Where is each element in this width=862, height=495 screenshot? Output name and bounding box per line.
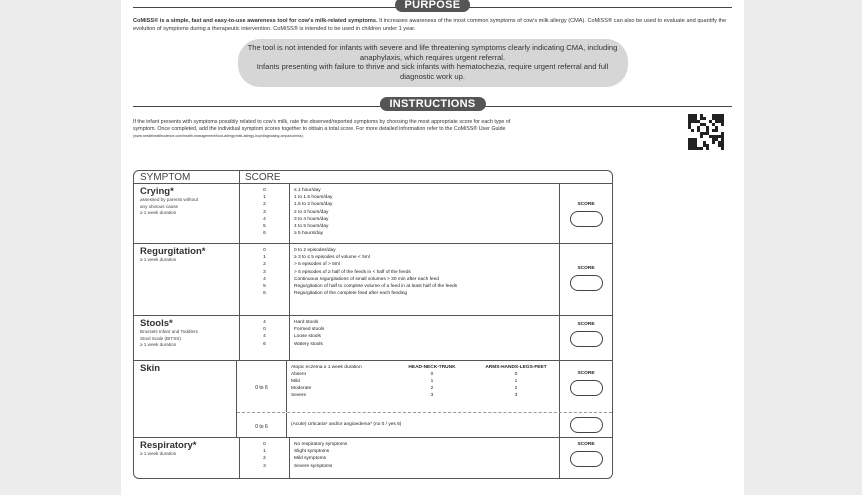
intro-rest: It increases awareness of the most common symptoms of cow's milk allergy (CMA). CoMiSS® can also be used to evaluate and quantify the evolution of symptoms during a therapeutic intervention. CoMiSS® is intended to be used in children under 1 year. (133, 18, 727, 32)
qr-code-icon (688, 114, 724, 150)
respiratory-descs: No respiratory symptoms Slight symptoms Mild symptoms Severe symptoms (290, 438, 560, 478)
stools-name: Stools* (140, 318, 173, 329)
purpose-heading: PURPOSE (395, 0, 471, 12)
skin-range-2: 0 to 6 (255, 423, 268, 430)
regurgitation-score-input[interactable] (570, 275, 603, 291)
warning-box (238, 39, 628, 86)
warning-line-2: Infants presenting with failure to thrive and sick infants with hematochezia, require urgent referral and full diagnostic work up. (256, 62, 609, 81)
instructions-text: If the infant presents with symptoms possibly related to cow's milk, rate the observed/reported symptoms by choosing the most appropriate score for each type of symptom. Once completed, add the individual symptom scores together to obtain a total score. For more detailed information refer to the CoMiSS® User Guide (www.nestlehealthscience.com/health-management/food-allergy/milk-allergy-hcp/diagnosing-cmpa/comiss). (133, 118, 511, 139)
instructions-row (133, 119, 732, 157)
instructions-header (121, 99, 744, 115)
respiratory-row: Respiratory* ≥ 1 week duration 0 1 2 3 No respiratory symptoms Slight symptoms Mild symptoms Severe symptoms SCORE (134, 438, 612, 478)
regurgitation-descs: 0 to 2 episodes/day ≥ 3 to ≤ 5 episodes of volume < 5ml > 5 episodes of > 5ml > 5 episodes of ≥ half of the feeds in < half of the feeds Continuous regurgitations of small volumes > 30 min after each feed Regurgitation of half to complete volume of a feed in at least half of the feeds Regurgitation of the complete feed after each feeding (290, 244, 560, 315)
respiratory-scores: 0 1 2 3 (240, 438, 290, 478)
regurgitation-name: Regurgitation* (140, 246, 206, 257)
purpose-intro (133, 18, 732, 33)
regurgitation-row: Regurgitation* ≥ 1 week duration 0 1 2 3 4 5 6 0 to 2 episodes/day ≥ 3 to ≤ 5 episodes of volume < 5ml > 5 episodes of > 5ml > 5 episodes of ≥ half of the feeds in < half of the feeds Continuous regurgitations of small volumes > 30 min after each feed Regurgitation of half to complete volume of a feed in at least half of the feeds Regurgitation of the complete feed after each feeding SCORE (134, 244, 612, 316)
stools-descs: Hard stools Formed stools Loose stools Watery stools (290, 316, 560, 360)
warning-line-1: The tool is not intended for infants with severe and life threatening symptoms clearly indicating CMA, including anaphylaxis, which requires urgent referral. (247, 43, 618, 62)
respiratory-name: Respiratory* (140, 440, 197, 451)
table-header (134, 171, 612, 184)
skin-row: Skin 0 to 6 Atopic eczema ≥ 1 week duration HEAD-NECK-TRUNK ARMS-HANDS-LEGS-FEET Absent 0 0 Mild 1 1 Moderate 2 2 Severe 3 3 SCORE 0 to 6 (Acute) Urticaria* and/or angioedema* (no 0 / yes 6) (134, 361, 612, 438)
crying-row: Crying* assessed by parents without any obvious cause ≥ 1 week duration 0 1 2 3 4 5 6 ≤ 1 hour/day 1 to 1.5 hours/day 1.5 to 2 hours/day 2 to 3 hours/day 3 to 4 hours/day 4 to 5 hours/day ≥ 5 hours/day SCORE (134, 184, 612, 244)
skin-urticaria-score-input[interactable] (570, 417, 603, 433)
user-guide-link[interactable]: (www.nestlehealthscience.com/health-management/food-allergy/milk-allergy-hcp/diagnosing-cmpa/comiss). (133, 134, 304, 139)
crying-name: Crying* (140, 186, 174, 197)
crying-descs: ≤ 1 hour/day 1 to 1.5 hours/day 1.5 to 2 hours/day 2 to 3 hours/day 3 to 4 hours/day 4 to 5 hours/day ≥ 5 hours/day (290, 184, 560, 243)
skin-range: 0 to 6 (255, 385, 268, 391)
respiratory-score-input[interactable] (570, 451, 603, 467)
intro-bold: CoMiSS® is a simple, fast and easy-to-use awareness tool for cow's milk-related symptoms. (133, 18, 378, 24)
stools-score-input[interactable] (570, 331, 603, 347)
urticaria-text: (Acute) Urticaria* and/or angioedema* (no 0 / yes 6) (291, 422, 402, 428)
skin-name: Skin (140, 363, 161, 374)
regurgitation-scores: 0 1 2 3 4 5 6 (240, 244, 290, 315)
instructions-heading: INSTRUCTIONS (379, 97, 485, 111)
crying-scores: 0 1 2 3 4 5 6 (240, 184, 290, 243)
skin-eczema-grid: Atopic eczema ≥ 1 week duration HEAD-NECK-TRUNK ARMS-HANDS-LEGS-FEET Absent 0 0 Mild 1 1 Moderate 2 2 Severe 3 3 (287, 361, 560, 412)
stools-row: Stools* Brussels Infant and Toddlers Stool Scale (BITSS) ≥ 1 week duration 4 0 4 6 Hard stools Formed stools Loose stools Watery stools SCORE (134, 316, 612, 361)
crying-score-input[interactable] (570, 211, 603, 227)
purpose-header (121, 0, 744, 16)
document-page (121, 0, 744, 495)
col-score: SCORE (245, 172, 281, 183)
stools-scores: 4 0 4 6 (240, 316, 290, 360)
skin-eczema-score-input[interactable] (570, 380, 603, 396)
symptom-table (133, 170, 613, 479)
col-symptom: SYMPTOM (134, 171, 240, 183)
